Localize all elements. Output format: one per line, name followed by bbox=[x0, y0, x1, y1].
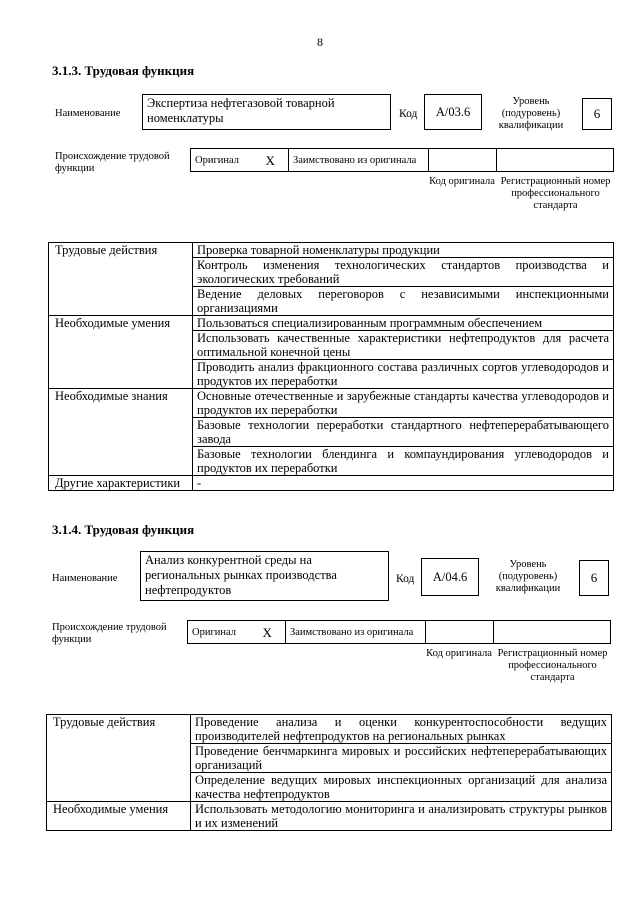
origin-table bbox=[187, 620, 611, 644]
name-value: Анализ конкурентной среды на региональных рынках производства нефтепродуктов bbox=[145, 553, 337, 597]
row-item: Проверка товарной номенклатуры продукции bbox=[193, 243, 614, 258]
original-mark: X bbox=[253, 149, 289, 172]
row-item: Базовые технологии блендинга и компаундирования углеводородов и продуктов их переработки bbox=[193, 447, 614, 476]
name-label: Наименование bbox=[52, 573, 118, 584]
level-value-box bbox=[579, 560, 609, 596]
name-value-box bbox=[142, 94, 391, 130]
name-value: Экспертиза нефтегазовой товарной номенклатуры bbox=[147, 96, 335, 125]
code-value: A/04.6 bbox=[432, 569, 468, 584]
row-heading: Трудовые действия bbox=[49, 243, 193, 316]
row-heading: Необходимые умения bbox=[49, 316, 193, 389]
origin-label: Происхождение трудовой функции bbox=[52, 622, 167, 645]
code-value: A/03.6 bbox=[435, 104, 471, 119]
reg-number-label: Регистрационный номер профессионального стандарта bbox=[497, 648, 608, 683]
section-title: 3.1.3. Трудовая функция bbox=[52, 63, 195, 78]
row-item: Проведение бенчмаркинга мировых и российских нефтеперерабатывающих организаций bbox=[191, 744, 612, 773]
row-item: Основные отечественные и зарубежные стандарты качества углеводородов и продуктов их переработки bbox=[193, 389, 614, 418]
row-item: Проводить анализ фракционного состава различных сортов углеводородов и продуктов их переработки bbox=[193, 360, 614, 389]
page-number: 8 bbox=[317, 35, 323, 49]
row-heading: Необходимые знания bbox=[49, 389, 193, 476]
code-value-box bbox=[421, 558, 479, 596]
row-item: - bbox=[193, 476, 614, 491]
table-row bbox=[49, 389, 614, 418]
row-item: Определение ведущих мировых инспекционных организаций для анализа качества нефтепродуктов bbox=[191, 773, 612, 802]
table-row bbox=[49, 243, 614, 258]
row-heading: Необходимые умения bbox=[47, 802, 191, 831]
row-item: Использовать методологию мониторинга и анализировать структуры рынков и их изменений bbox=[191, 802, 612, 831]
section-title: 3.1.4. Трудовая функция bbox=[52, 522, 195, 537]
row-item: Ведение деловых переговоров с независимыми инспекционными организациями bbox=[193, 287, 614, 316]
table-row bbox=[49, 316, 614, 331]
code-value-box bbox=[424, 94, 482, 130]
origin-code-label: Код оригинала bbox=[426, 648, 492, 659]
table-row bbox=[47, 802, 612, 831]
row-heading: Другие характеристики bbox=[49, 476, 193, 491]
row-heading: Трудовые действия bbox=[47, 715, 191, 802]
table-row bbox=[47, 715, 612, 744]
borrowed-label: Заимствовано из оригинала bbox=[289, 149, 429, 172]
name-label: Наименование bbox=[55, 108, 121, 119]
code-label: Код bbox=[396, 573, 415, 585]
original-label: Оригинал bbox=[188, 621, 250, 644]
row-item: Контроль изменения технологических стандартов производства и экологических требований bbox=[193, 258, 614, 287]
row-item: Пользоваться специализированным программным обеспечением bbox=[193, 316, 614, 331]
origin-code-cell bbox=[426, 621, 494, 644]
level-value: 6 bbox=[593, 106, 601, 121]
reg-number-cell bbox=[494, 621, 611, 644]
function-table bbox=[46, 714, 612, 831]
reg-number-cell bbox=[497, 149, 614, 172]
original-mark: X bbox=[250, 621, 286, 644]
original-label: Оригинал bbox=[191, 149, 253, 172]
function-table bbox=[48, 242, 614, 491]
level-value-box bbox=[582, 98, 612, 130]
borrowed-label: Заимствовано из оригинала bbox=[286, 621, 426, 644]
table-row bbox=[49, 476, 614, 491]
row-item: Проведение анализа и оценки конкурентоспособности ведущих производителей нефтепродуктов на региональных рынках bbox=[191, 715, 612, 744]
row-item: Использовать качественные характеристики нефтепродуктов для расчета оптимальной конечной цены bbox=[193, 331, 614, 360]
origin-table bbox=[190, 148, 614, 172]
reg-number-label: Регистрационный номер профессионального стандарта bbox=[500, 176, 611, 211]
level-label: Уровень (подуровень) квалификации bbox=[498, 96, 564, 131]
origin-code-label: Код оригинала bbox=[429, 176, 495, 187]
code-label: Код bbox=[399, 108, 418, 120]
row-item: Базовые технологии переработки стандартного нефтеперерабатывающего завода bbox=[193, 418, 614, 447]
level-value: 6 bbox=[590, 570, 598, 585]
level-label: Уровень (подуровень) квалификации bbox=[495, 559, 561, 594]
name-value-box bbox=[140, 551, 389, 601]
origin-label: Происхождение трудовой функции bbox=[55, 151, 170, 174]
origin-code-cell bbox=[429, 149, 497, 172]
